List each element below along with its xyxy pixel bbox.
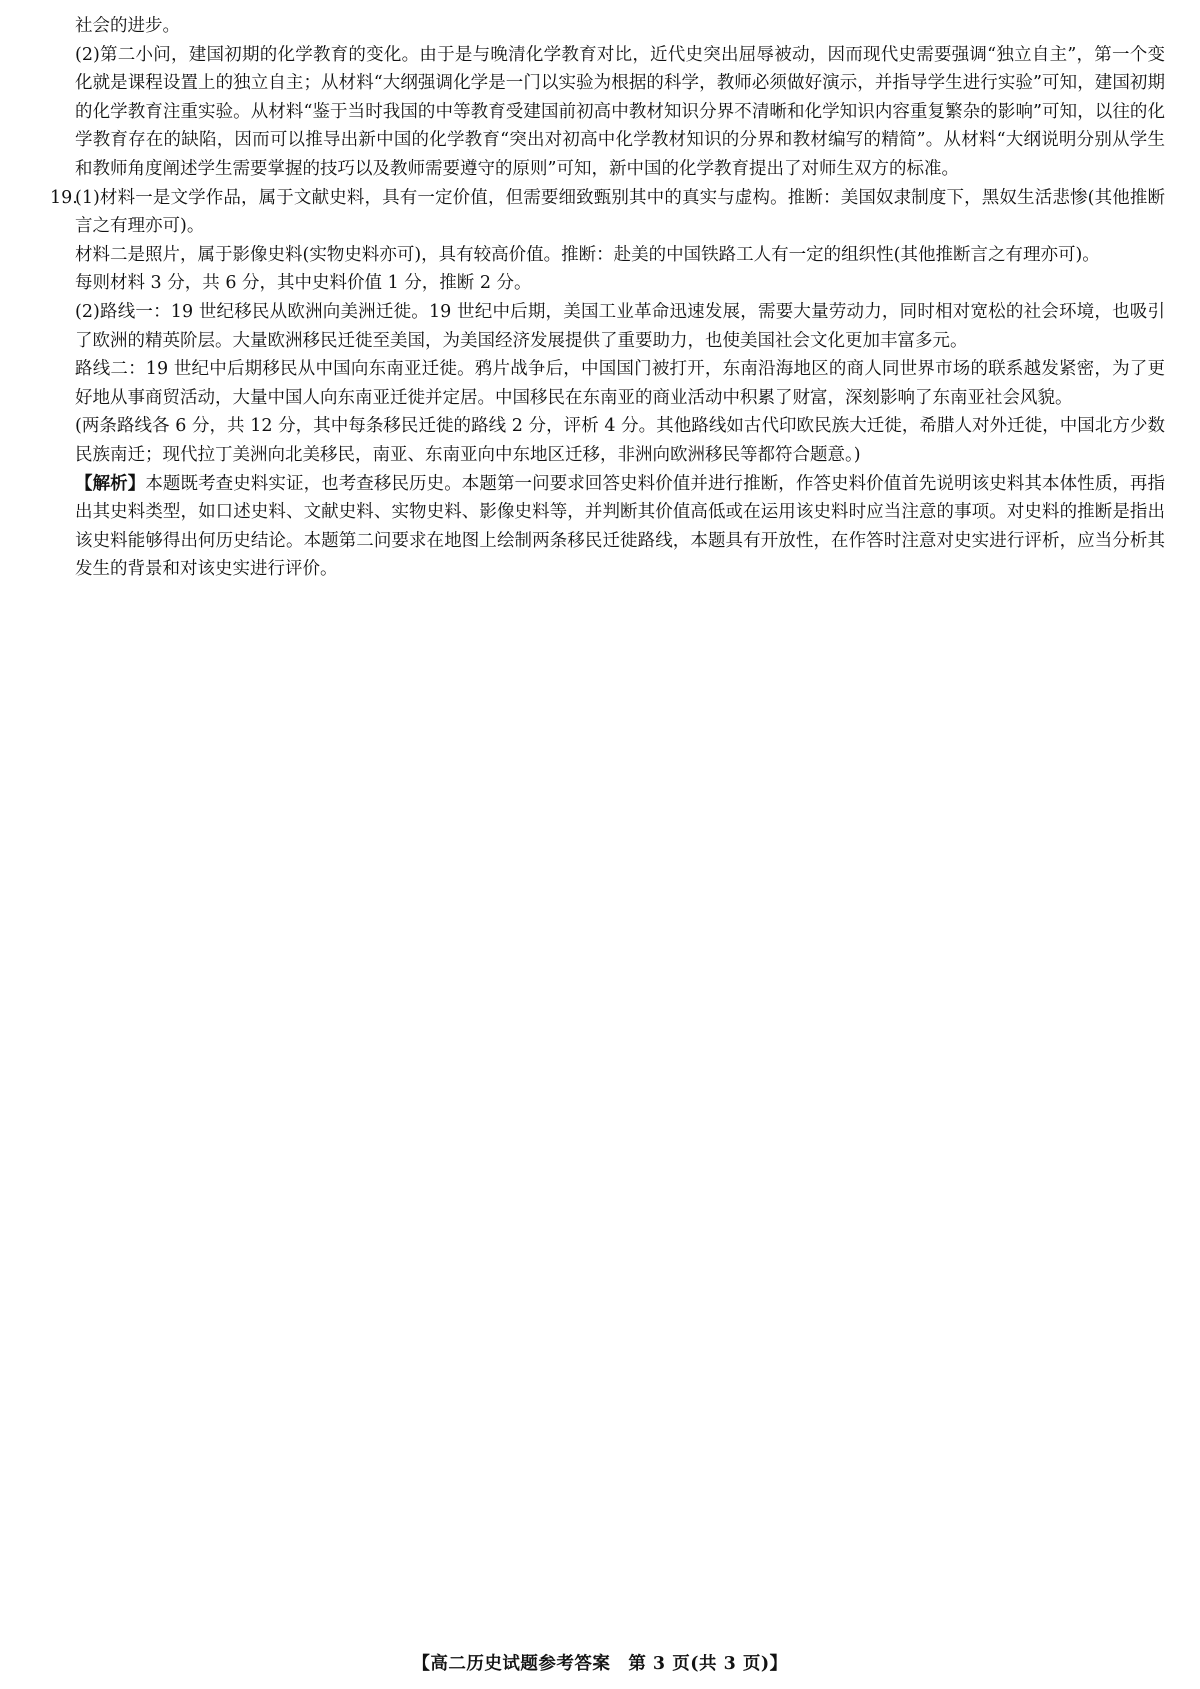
answer-content xyxy=(50,12,1165,584)
page-footer: 【高二历史试题参考答案 第 3 页(共 3 页)】 xyxy=(412,1654,788,1674)
prev-answer-ending: 社会的进步。 xyxy=(75,16,180,36)
prev-answer-part2: (2)第二小问，建国初期的化学教育的变化。由于是与晚清化学教育对比，近代史突出屈辱被动，因而现代史需要强调“独立自主”，第一个变化就是课程设置上的独立自主；从材料“大纲强调化学是一门以实验为根据的科学，教师必须做好演示，并指导学生进行实验”可知，建国初期的化学教育注重实验。从材料“鉴于当时我国的中等教育受建国前初高中教材知识分界不清晰和化学知识内容重复繁杂的影响”可知，以往的化学教育存在的缺陷，因而可以推导出新中国的化学教育“突出对初高中化学教材知识的分界和教材编写的精简”。从材料“大纲说明分别从学生和教师角度阐述学生需要掌握的技巧以及教师需要遵守的原则”可知，新中国的化学教育提出了对师生双方的标准。 xyxy=(75,44,1165,179)
q19-part1-score: 每则材料 3 分，共 6 分，其中史料价值 1 分，推断 2 分。 xyxy=(75,273,532,294)
question-number: 19. xyxy=(50,187,78,208)
q19-part2-route2: 路线二：19 世纪中后期移民从中国向东南亚迁徙。鸦片战争后，中国国门被打开，东南沿海地区的商人同世界市场的联系越发紧密，为了更好地从事商贸活动，大量中国人向东南亚迁徙并定居。中国移民在东南亚的商业活动中积累了财富，深刻影响了东南亚社会风貌。 xyxy=(75,359,1165,408)
q19-part1-material1: (1)材料一是文学作品，属于文献史料，具有一定价值，但需要细致甄别其中的真实与虚构。推断：美国奴隶制度下，黑奴生活悲惨(其他推断言之有理亦可)。 xyxy=(75,187,1165,237)
q19-part1-material2: 材料二是照片，属于影像史料(实物史料亦可)，具有较高价值。推断：赴美的中国铁路工人有一定的组织性(其他推断言之有理亦可)。 xyxy=(75,244,1100,265)
question-19 xyxy=(50,184,1165,241)
q19-part2-score: (两条路线各 6 分，共 12 分，其中每条移民迁徙的路线 2 分，评析 4 分。其他路线如古代印欧民族大迁徙，希腊人对外迁徙，中国北方少数民族南迁；现代拉丁美洲向北美移民，南亚、东南亚向中东地区迁移，非洲向欧洲移民等都符合题意。) xyxy=(75,416,1165,465)
q19-part2-route1: (2)路线一：19 世纪移民从欧洲向美洲迁徙。19 世纪中后期，美国工业革命迅速发展，需要大量劳动力，同时相对宽松的社会环境，也吸引了欧洲的精英阶层。大量欧洲移民迁徙至美国，为美国经济发展提供了重要助力，也使美国社会文化更加丰富多元。 xyxy=(75,301,1165,351)
q19-analysis xyxy=(75,470,1165,584)
analysis-text: 本题既考查史料实证，也考查移民历史。本题第一问要求回答史料价值并进行推断，作答史料价值首先说明该史料其本体性质，再指出其史料类型，如口述史料、文献史料、实物史料、影像史料等，并判断其价值高低或在运用该史料时应当注意的事项。对史料的推断是指出该史料能够得出何历史结论。本题第二问要求在地图上绘制两条移民迁徙路线，本题具有开放性，在作答时注意对史实进行评析，应当分析其发生的背景和对该史实进行评价。 xyxy=(75,473,1165,580)
analysis-label: 【解析】 xyxy=(75,473,146,494)
